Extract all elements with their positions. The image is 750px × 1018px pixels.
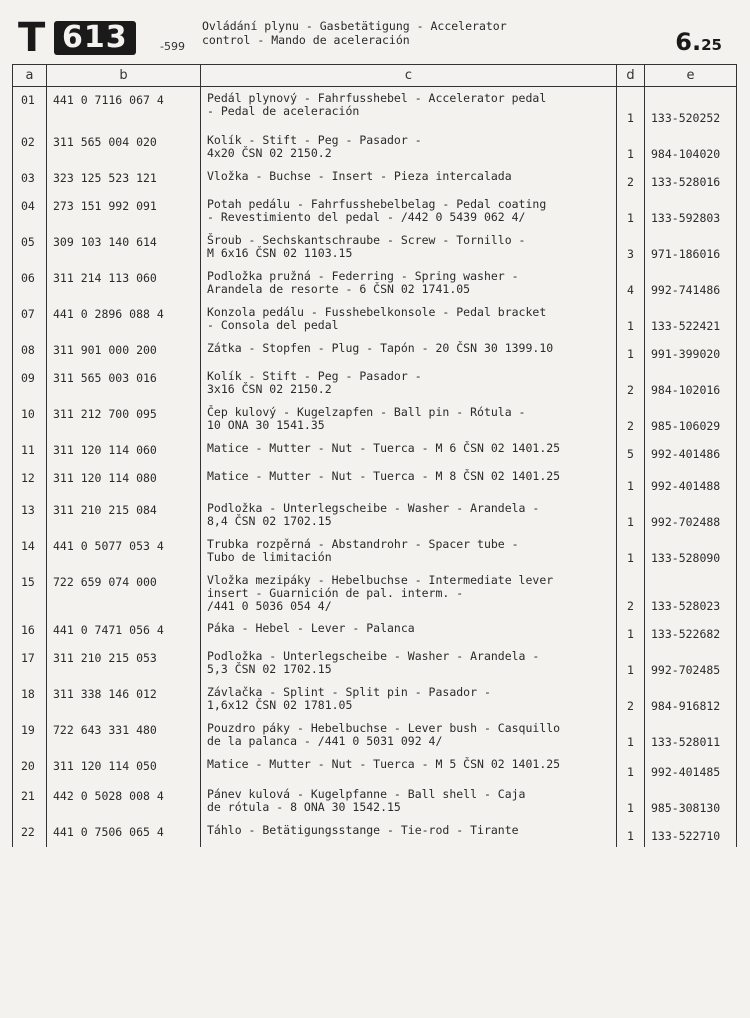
item-number-text: 18 bbox=[21, 686, 35, 701]
order-code-text: 133-522710 bbox=[651, 828, 721, 843]
table-row bbox=[13, 193, 737, 229]
quantity-text: 1 bbox=[627, 318, 634, 333]
order-code-text: 133-522682 bbox=[651, 626, 721, 641]
part-description-text: Závlačka - Splint - Split pin - Pasador - 1,6x12 ČSN 02 1781.05 bbox=[207, 684, 491, 712]
table-row bbox=[13, 569, 737, 617]
part-number-text: 441 0 5077 053 4 bbox=[53, 538, 164, 553]
quantity bbox=[617, 819, 645, 847]
order-code bbox=[645, 437, 737, 465]
order-code bbox=[645, 497, 737, 533]
quantity-text: 1 bbox=[627, 346, 634, 361]
item-number bbox=[13, 437, 47, 465]
order-code-text: 985-308130 bbox=[651, 800, 721, 815]
quantity bbox=[617, 569, 645, 617]
part-description bbox=[201, 819, 617, 847]
table-row bbox=[13, 645, 737, 681]
order-code bbox=[645, 819, 737, 847]
part-number-text: 323 125 523 121 bbox=[53, 170, 157, 185]
order-code bbox=[645, 337, 737, 365]
item-number bbox=[13, 497, 47, 533]
part-number bbox=[47, 129, 201, 165]
page-number bbox=[675, 28, 722, 56]
part-number bbox=[47, 401, 201, 437]
item-number-text: 04 bbox=[21, 198, 35, 213]
part-description-text: Vložka mezipáky - Hebelbuchse - Intermediate lever insert - Guarnición de pal. interm. - /441 0 5036 054 4/ bbox=[207, 572, 554, 613]
part-number bbox=[47, 819, 201, 847]
part-description bbox=[201, 717, 617, 753]
order-code bbox=[645, 717, 737, 753]
part-number bbox=[47, 337, 201, 365]
order-code-text: 992-702488 bbox=[651, 514, 721, 529]
part-number bbox=[47, 783, 201, 819]
quantity bbox=[617, 497, 645, 533]
part-description bbox=[201, 569, 617, 617]
order-code-text: 133-520252 bbox=[651, 110, 721, 125]
order-code bbox=[645, 533, 737, 569]
order-code bbox=[645, 229, 737, 265]
item-number-text: 15 bbox=[21, 574, 35, 589]
part-number bbox=[47, 497, 201, 533]
item-number bbox=[13, 229, 47, 265]
order-code-text: 133-528090 bbox=[651, 550, 721, 565]
part-description-text: Trubka rozpěrná - Abstandrohr - Spacer tube - Tubo de limitación bbox=[207, 536, 519, 564]
quantity-text: 2 bbox=[627, 174, 634, 189]
order-code-text: 984-916812 bbox=[651, 698, 721, 713]
quantity-text: 1 bbox=[627, 146, 634, 161]
quantity bbox=[617, 337, 645, 365]
part-number-text: 441 0 2896 088 4 bbox=[53, 306, 164, 321]
item-number-text: 16 bbox=[21, 622, 35, 637]
page-number-major: 6. bbox=[675, 28, 702, 56]
quantity bbox=[617, 465, 645, 497]
quantity bbox=[617, 753, 645, 783]
part-number bbox=[47, 645, 201, 681]
part-number bbox=[47, 533, 201, 569]
item-number-text: 03 bbox=[21, 170, 35, 185]
table-row bbox=[13, 681, 737, 717]
order-code-text: 991-399020 bbox=[651, 346, 721, 361]
part-number bbox=[47, 165, 201, 193]
order-code-text: 984-104020 bbox=[651, 146, 721, 161]
part-number-text: 311 901 000 200 bbox=[53, 342, 157, 357]
quantity-text: 1 bbox=[627, 210, 634, 225]
item-number bbox=[13, 681, 47, 717]
order-code bbox=[645, 165, 737, 193]
item-number-text: 01 bbox=[21, 93, 35, 107]
quantity-text: 4 bbox=[627, 282, 634, 297]
item-number-text: 02 bbox=[21, 134, 35, 149]
table-row bbox=[13, 401, 737, 437]
order-code-text: 992-401488 bbox=[651, 478, 721, 493]
part-number-text: 441 0 7116 067 4 bbox=[53, 93, 164, 107]
part-description-text: Šroub - Sechskantschraube - Screw - Tornillo - M 6x16 ČSN 02 1103.15 bbox=[207, 232, 526, 260]
part-description bbox=[201, 165, 617, 193]
page-header bbox=[12, 14, 736, 62]
quantity-text: 3 bbox=[627, 246, 634, 261]
item-number bbox=[13, 717, 47, 753]
order-code bbox=[645, 465, 737, 497]
item-number bbox=[13, 753, 47, 783]
quantity bbox=[617, 437, 645, 465]
part-number-text: 273 151 992 091 bbox=[53, 198, 157, 213]
page-number-minor: 25 bbox=[701, 36, 722, 54]
part-description-text: Potah pedálu - Fahrfusshebelbelag - Pedal coating - Revestimiento del pedal - /442 0 5439 062 4/ bbox=[207, 196, 547, 224]
part-description bbox=[201, 753, 617, 783]
part-description bbox=[201, 129, 617, 165]
quantity bbox=[617, 265, 645, 301]
order-code bbox=[645, 645, 737, 681]
part-number-text: 722 643 331 480 bbox=[53, 722, 157, 737]
logo-letter: T bbox=[18, 15, 44, 61]
table-row bbox=[13, 717, 737, 753]
logo-model-number: 613 bbox=[54, 21, 136, 55]
quantity-text: 1 bbox=[627, 514, 634, 529]
table-row bbox=[13, 819, 737, 847]
quantity bbox=[617, 229, 645, 265]
item-number-text: 22 bbox=[21, 824, 35, 839]
table-row bbox=[13, 87, 737, 129]
table-row bbox=[13, 465, 737, 497]
table-row bbox=[13, 783, 737, 819]
quantity bbox=[617, 645, 645, 681]
part-number bbox=[47, 437, 201, 465]
item-number bbox=[13, 645, 47, 681]
column-header-b: b bbox=[47, 65, 201, 87]
part-description-text: Táhlo - Betätigungsstange - Tie-rod - Tirante bbox=[207, 822, 519, 837]
part-description-text: Matice - Mutter - Nut - Tuerca - M 5 ČSN 02 1401.25 bbox=[207, 756, 561, 771]
part-number-text: 311 210 215 053 bbox=[53, 650, 157, 665]
item-number-text: 08 bbox=[21, 342, 35, 357]
order-code bbox=[645, 753, 737, 783]
part-number bbox=[47, 365, 201, 401]
order-code-text: 985-106029 bbox=[651, 418, 721, 433]
part-number-text: 722 659 074 000 bbox=[53, 574, 157, 589]
part-number bbox=[47, 301, 201, 337]
order-code-text: 992-401485 bbox=[651, 764, 721, 779]
item-number bbox=[13, 465, 47, 497]
item-number-text: 07 bbox=[21, 306, 35, 321]
item-number bbox=[13, 365, 47, 401]
order-code bbox=[645, 401, 737, 437]
part-description bbox=[201, 783, 617, 819]
quantity-text: 1 bbox=[627, 800, 634, 815]
table-row bbox=[13, 365, 737, 401]
part-description bbox=[201, 497, 617, 533]
part-description bbox=[201, 87, 617, 129]
item-number-text: 05 bbox=[21, 234, 35, 249]
table-row bbox=[13, 753, 737, 783]
item-number bbox=[13, 87, 47, 129]
order-code-text: 133-528023 bbox=[651, 598, 721, 613]
quantity bbox=[617, 401, 645, 437]
part-number-text: 442 0 5028 008 4 bbox=[53, 788, 164, 803]
item-number bbox=[13, 783, 47, 819]
part-description bbox=[201, 617, 617, 645]
part-number bbox=[47, 617, 201, 645]
part-description-text: Matice - Mutter - Nut - Tuerca - M 8 ČSN 02 1401.25 bbox=[207, 468, 561, 483]
order-code-text: 133-528016 bbox=[651, 174, 721, 189]
quantity bbox=[617, 165, 645, 193]
order-code bbox=[645, 569, 737, 617]
part-number-text: 311 214 113 060 bbox=[53, 270, 157, 285]
part-description bbox=[201, 365, 617, 401]
part-description-text: Vložka - Buchse - Insert - Pieza intercalada bbox=[207, 168, 512, 183]
part-number-text: 311 565 003 016 bbox=[53, 370, 157, 385]
item-number bbox=[13, 165, 47, 193]
part-description-text: Pedál plynový - Fahrfusshebel - Accelerator pedal - Pedal de aceleración bbox=[207, 91, 547, 118]
parts-table bbox=[12, 64, 737, 847]
part-number-text: 311 565 004 020 bbox=[53, 134, 157, 149]
part-description-text: Podložka - Unterlegscheibe - Washer - Arandela - 8,4 ČSN 02 1702.15 bbox=[207, 500, 540, 528]
part-number-text: 311 120 114 060 bbox=[53, 442, 157, 457]
quantity bbox=[617, 617, 645, 645]
part-description-text: Zátka - Stopfen - Plug - Tapón - 20 ČSN 30 1399.10 bbox=[207, 340, 554, 355]
table-row bbox=[13, 533, 737, 569]
item-number bbox=[13, 193, 47, 229]
part-description bbox=[201, 437, 617, 465]
item-number-text: 21 bbox=[21, 788, 35, 803]
order-code bbox=[645, 681, 737, 717]
part-description bbox=[201, 401, 617, 437]
part-number-text: 311 212 700 095 bbox=[53, 406, 157, 421]
part-description-text: Konzola pedálu - Fusshebelkonsole - Pedal bracket - Consola del pedal bbox=[207, 304, 547, 332]
quantity-text: 1 bbox=[627, 764, 634, 779]
table-row bbox=[13, 617, 737, 645]
table-header-row bbox=[13, 65, 737, 87]
table-row bbox=[13, 337, 737, 365]
quantity-text: 5 bbox=[627, 446, 634, 461]
part-description bbox=[201, 265, 617, 301]
part-description bbox=[201, 301, 617, 337]
quantity-text: 1 bbox=[627, 734, 634, 749]
part-description bbox=[201, 465, 617, 497]
table-row bbox=[13, 129, 737, 165]
quantity-text: 2 bbox=[627, 382, 634, 397]
quantity-text: 2 bbox=[627, 598, 634, 613]
tatra-logo bbox=[18, 15, 204, 61]
part-number-text: 311 338 146 012 bbox=[53, 686, 157, 701]
logo-variant: -599 bbox=[160, 40, 185, 53]
item-number bbox=[13, 129, 47, 165]
quantity-text: 1 bbox=[627, 828, 634, 843]
item-number bbox=[13, 401, 47, 437]
order-code-text: 133-592803 bbox=[651, 210, 721, 225]
part-description bbox=[201, 229, 617, 265]
part-description-text: Kolík - Stift - Peg - Pasador - 3x16 ČSN 02 2150.2 bbox=[207, 368, 422, 396]
column-header-a: a bbox=[13, 65, 47, 87]
part-number bbox=[47, 193, 201, 229]
item-number bbox=[13, 533, 47, 569]
order-code bbox=[645, 193, 737, 229]
quantity-text: 2 bbox=[627, 698, 634, 713]
table-row bbox=[13, 437, 737, 465]
part-number bbox=[47, 265, 201, 301]
quantity bbox=[617, 717, 645, 753]
item-number-text: 12 bbox=[21, 470, 35, 485]
part-number-text: 311 120 114 080 bbox=[53, 470, 157, 485]
item-number-text: 13 bbox=[21, 502, 35, 517]
item-number-text: 06 bbox=[21, 270, 35, 285]
part-description-text: Páka - Hebel - Lever - Palanca bbox=[207, 620, 415, 635]
order-code bbox=[645, 265, 737, 301]
part-number-text: 311 210 215 084 bbox=[53, 502, 157, 517]
part-number bbox=[47, 87, 201, 129]
part-description-text: Matice - Mutter - Nut - Tuerca - M 6 ČSN 02 1401.25 bbox=[207, 440, 561, 455]
item-number bbox=[13, 569, 47, 617]
order-code bbox=[645, 87, 737, 129]
item-number-text: 19 bbox=[21, 722, 35, 737]
part-number-text: 309 103 140 614 bbox=[53, 234, 157, 249]
quantity-text: 1 bbox=[627, 110, 634, 125]
item-number-text: 17 bbox=[21, 650, 35, 665]
part-number-text: 311 120 114 050 bbox=[53, 758, 157, 773]
order-code-text: 133-528011 bbox=[651, 734, 721, 749]
column-header-e: e bbox=[645, 65, 737, 87]
item-number-text: 09 bbox=[21, 370, 35, 385]
part-number bbox=[47, 465, 201, 497]
part-description bbox=[201, 645, 617, 681]
part-number-text: 441 0 7506 065 4 bbox=[53, 824, 164, 839]
table-row bbox=[13, 229, 737, 265]
order-code bbox=[645, 617, 737, 645]
part-description-text: Kolík - Stift - Peg - Pasador - 4x20 ČSN 02 2150.2 bbox=[207, 132, 422, 160]
item-number bbox=[13, 819, 47, 847]
part-description-text: Pánev kulová - Kugelpfanne - Ball shell - Caja de rótula - 8 ONA 30 1542.15 bbox=[207, 786, 526, 814]
section-title: Ovládání plynu - Gasbetätigung - Accelerator control - Mando de aceleración bbox=[202, 19, 507, 47]
item-number-text: 11 bbox=[21, 442, 35, 457]
part-number bbox=[47, 569, 201, 617]
order-code-text: 992-401486 bbox=[651, 446, 721, 461]
quantity bbox=[617, 783, 645, 819]
order-code bbox=[645, 365, 737, 401]
quantity bbox=[617, 365, 645, 401]
order-code bbox=[645, 301, 737, 337]
item-number-text: 14 bbox=[21, 538, 35, 553]
table-row bbox=[13, 265, 737, 301]
item-number bbox=[13, 265, 47, 301]
part-description-text: Podložka pružná - Federring - Spring washer - Arandela de resorte - 6 ČSN 02 1741.05 bbox=[207, 268, 519, 296]
quantity bbox=[617, 87, 645, 129]
part-description bbox=[201, 337, 617, 365]
order-code-text: 992-702485 bbox=[651, 662, 721, 677]
quantity bbox=[617, 533, 645, 569]
quantity-text: 1 bbox=[627, 662, 634, 677]
part-description-text: Podložka - Unterlegscheibe - Washer - Arandela - 5,3 ČSN 02 1702.15 bbox=[207, 648, 540, 676]
item-number bbox=[13, 301, 47, 337]
part-description bbox=[201, 193, 617, 229]
item-number-text: 10 bbox=[21, 406, 35, 421]
quantity bbox=[617, 301, 645, 337]
item-number-text: 20 bbox=[21, 758, 35, 773]
table-row bbox=[13, 301, 737, 337]
order-code-text: 971-186016 bbox=[651, 246, 721, 261]
quantity-text: 1 bbox=[627, 550, 634, 565]
part-number-text: 441 0 7471 056 4 bbox=[53, 622, 164, 637]
parts-list-page bbox=[12, 14, 736, 1018]
part-number bbox=[47, 717, 201, 753]
part-number bbox=[47, 753, 201, 783]
order-code-text: 984-102016 bbox=[651, 382, 721, 397]
quantity bbox=[617, 129, 645, 165]
order-code bbox=[645, 783, 737, 819]
part-description bbox=[201, 681, 617, 717]
part-number bbox=[47, 681, 201, 717]
quantity-text: 1 bbox=[627, 478, 634, 493]
part-description-text: Pouzdro páky - Hebelbuchse - Lever bush - Casquillo de la palanca - /441 0 5031 092 4/ bbox=[207, 720, 561, 748]
order-code-text: 133-522421 bbox=[651, 318, 721, 333]
table-body bbox=[13, 87, 737, 847]
table-row bbox=[13, 165, 737, 193]
quantity bbox=[617, 681, 645, 717]
order-code bbox=[645, 129, 737, 165]
part-number bbox=[47, 229, 201, 265]
quantity-text: 2 bbox=[627, 418, 634, 433]
column-header-c: c bbox=[201, 65, 617, 87]
part-description bbox=[201, 533, 617, 569]
item-number bbox=[13, 337, 47, 365]
order-code-text: 992-741486 bbox=[651, 282, 721, 297]
part-description-text: Čep kulový - Kugelzapfen - Ball pin - Rótula - 10 ONA 30 1541.35 bbox=[207, 404, 526, 432]
item-number bbox=[13, 617, 47, 645]
quantity-text: 1 bbox=[627, 626, 634, 641]
table-row bbox=[13, 497, 737, 533]
quantity bbox=[617, 193, 645, 229]
column-header-d: d bbox=[617, 65, 645, 87]
